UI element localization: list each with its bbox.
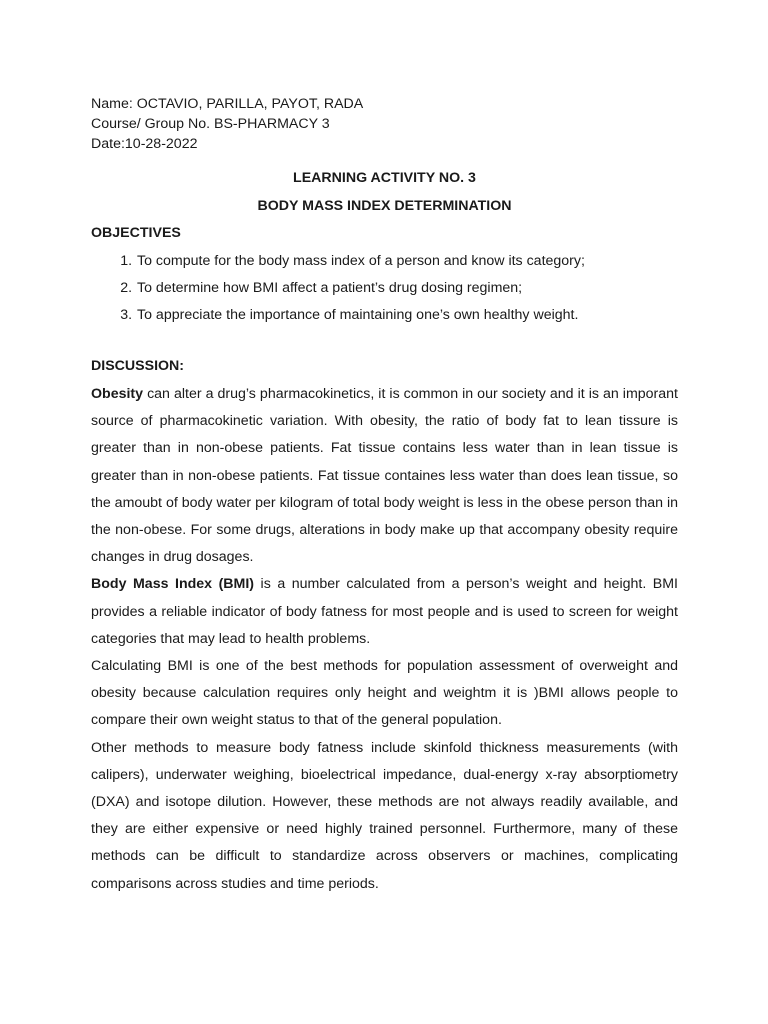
paragraph-lead-term: Body Mass Index (BMI) (91, 576, 255, 593)
discussion-paragraph-bmi (91, 571, 678, 653)
paragraph-text: can alter a drug’s pharmacokinetics, it is common in our society and it is an imporant source of pharmacokinetic variation. With obesity, the ratio of body fat to lean tissure is greater than in non-obese patients. Fat tissue contains less water than in lean tissue is greater than in non-obese patients. Fat tissue containes less water than does lean tissue, so the amoubt of body water per kilogram of total body weight is less in the obese person than in the non-obese. For some drugs, alterations in body make up that accompany obesity require changes in drug dosages. (91, 386, 678, 566)
paragraph-text: Calculating BMI is one of the best methods for population assessment of overweight and obesity because calculation requires only height and weightm it is )BMI allows people to compare their own weight status to that of the general population. (91, 658, 678, 729)
discussion-paragraph-other-methods (91, 735, 678, 898)
discussion-paragraph-obesity (91, 381, 678, 571)
activity-title: LEARNING ACTIVITY NO. 3 (293, 170, 476, 186)
paragraph-text: Other methods to measure body fatness include skinfold thickness measurements (with calipers), underwater weighing, bioelectrical impedance, dual-energy x-ray absorptiometry (DXA) and isotope dilution. However, these methods are not always readily available, and they are either expensive or need highly trained personnel. Furthermore, many of these methods can be difficult to standardize across observers or machines, complicating comparisons across studies and time periods. (91, 739, 678, 892)
paragraph-text: is a number calculated from a person’s weight and height. BMI provides a reliable indicator of body fatness for most people and is used to screen for weight categories that may lead to health problems. (91, 576, 679, 647)
objective-item: 1. To compute for the body mass index of a person and know its category; (136, 248, 678, 275)
objectives-list (91, 248, 678, 329)
student-names: Name: OCTAVIO, PARILLA, PAYOT, RADA (91, 96, 364, 112)
discussion-heading: DISCUSSION: (91, 358, 185, 374)
objective-item: 2. To determine how BMI affect a patient’s drug dosing regimen; (136, 275, 678, 302)
discussion-paragraph-calculating (91, 653, 678, 735)
objective-item: 3. To appreciate the importance of maintaining one’s own healthy weight. (136, 302, 678, 329)
course-group: Course/ Group No. BS-PHARMACY 3 (91, 116, 330, 132)
objectives-heading: OBJECTIVES (91, 225, 181, 241)
paragraph-lead-term: Obesity (91, 386, 144, 402)
topic-title: BODY MASS INDEX DETERMINATION (257, 198, 512, 214)
date-line: Date:10-28-2022 (91, 136, 198, 152)
